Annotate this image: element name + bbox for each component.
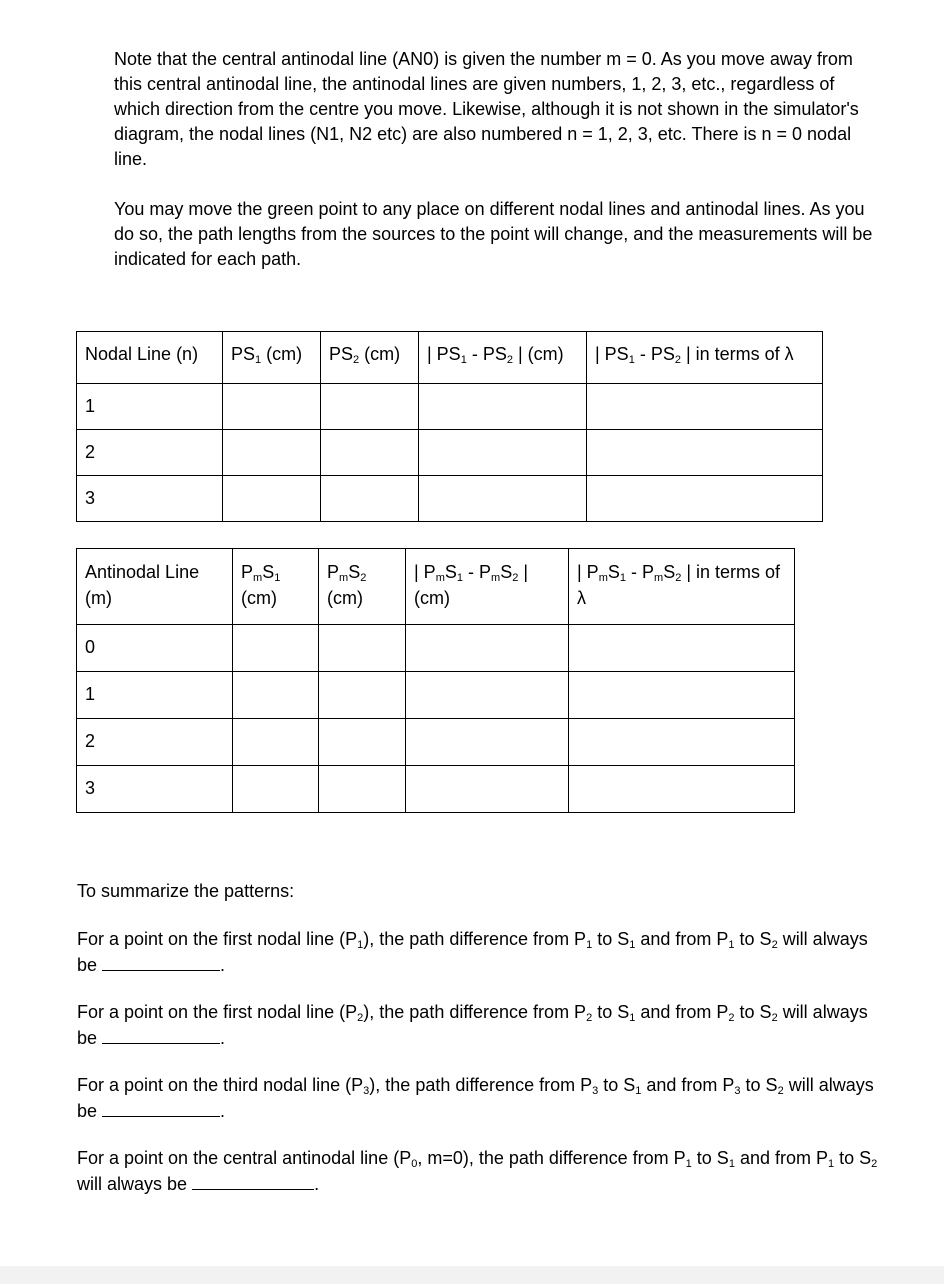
col-header-ps2: $PS_2$ (cm) xyxy=(321,332,419,384)
table-cell[interactable] xyxy=(569,719,795,766)
answer-blank[interactable] xyxy=(102,1025,220,1044)
row-label: 1 xyxy=(77,672,233,719)
table-cell[interactable] xyxy=(406,766,569,813)
table-cell[interactable] xyxy=(319,766,406,813)
table-cell[interactable] xyxy=(406,625,569,672)
summary-statement-1: For a point on the first nodal line $(P_1)$, the path difference from $P_1$ to $S_1$ and from $P_1$ to $S_2$ will always be . xyxy=(77,929,868,975)
col-header-pms2: $P_mS_2$ (cm) xyxy=(319,549,406,625)
table-cell[interactable] xyxy=(233,625,319,672)
antinodal-line-table xyxy=(76,548,795,813)
table-header-row xyxy=(77,549,795,625)
table-row xyxy=(77,384,823,430)
row-label: 2 xyxy=(77,430,223,476)
table-cell[interactable] xyxy=(587,430,823,476)
row-label: 3 xyxy=(77,766,233,813)
table-row xyxy=(77,766,795,813)
table-cell[interactable] xyxy=(569,625,795,672)
table-cell[interactable] xyxy=(587,476,823,522)
table-cell[interactable] xyxy=(319,625,406,672)
table-cell[interactable] xyxy=(233,672,319,719)
table-cell[interactable] xyxy=(406,672,569,719)
intro-paragraph-1: Note that the central antinodal line (AN0) is given the number m = 0. As you move away from this central antinodal line, the antinodal lines are given numbers, 1, 2, 3, etc., regardless of which direction from the centre you move. Likewise, although it is not shown in the simulator's diagram, the nodal lines (N1, N2 etc) are also numbered n = 1, 2, 3, etc. There is n = 0 nodal line. xyxy=(114,49,859,169)
table-cell[interactable] xyxy=(419,430,587,476)
table-cell[interactable] xyxy=(223,430,321,476)
table-cell[interactable] xyxy=(223,384,321,430)
table-cell[interactable] xyxy=(406,719,569,766)
row-label: 3 xyxy=(77,476,223,522)
summary-statement-2: For a point on the first nodal line $(P_2)$, the path difference from $P_2$ to $S_1$ and from $P_2$ to $S_2$ will always be . xyxy=(77,1002,868,1048)
table-cell[interactable] xyxy=(223,476,321,522)
table-cell[interactable] xyxy=(233,766,319,813)
intro-paragraph-2: You may move the green point to any place on different nodal lines and antinodal lines. As you do so, the path lengths from the sources to the point will change, and the measurements will be indicated for each path. xyxy=(114,199,873,269)
table-cell[interactable] xyxy=(587,384,823,430)
table-cell[interactable] xyxy=(321,384,419,430)
row-label: 2 xyxy=(77,719,233,766)
col-header-difference-lambda: | $PS_1 - PS_2$ | in terms of λ xyxy=(587,332,823,384)
table-cell[interactable] xyxy=(569,672,795,719)
nodal-line-table xyxy=(76,331,823,522)
answer-blank[interactable] xyxy=(102,1098,220,1117)
col-header-difference-lambda: | $P_mS_1 - P_mS_2$ | in terms of λ xyxy=(569,549,795,625)
table-cell[interactable] xyxy=(233,719,319,766)
table-cell[interactable] xyxy=(321,430,419,476)
answer-blank[interactable] xyxy=(192,1171,314,1190)
table-header-row xyxy=(77,332,823,384)
table-row xyxy=(77,476,823,522)
row-label: 1 xyxy=(77,384,223,430)
col-header-nodal-line: Nodal Line (n) xyxy=(77,332,223,384)
page-footer-strip xyxy=(0,1266,944,1284)
col-header-difference: | $PS_1 - PS_2$ | (cm) xyxy=(419,332,587,384)
table-cell[interactable] xyxy=(319,672,406,719)
table-row xyxy=(77,672,795,719)
table-cell[interactable] xyxy=(321,476,419,522)
col-header-ps1: $PS_1$ (cm) xyxy=(223,332,321,384)
row-label: 0 xyxy=(77,625,233,672)
summary-statement-3: For a point on the third nodal line $(P_3)$, the path difference from $P_3$ to $S_1$ and from $P_3$ to $S_2$ will always be . xyxy=(77,1075,874,1121)
col-header-antinodal-line: Antinodal Line (m) xyxy=(77,549,233,625)
col-header-pms1: $P_mS_1$ (cm) xyxy=(233,549,319,625)
table-cell[interactable] xyxy=(569,766,795,813)
table-row xyxy=(77,719,795,766)
summary-statement-4: For a point on the central antinodal line ($P_0$, m=0), the path difference from $P_1$ to $S_1$ and from $P_1$ to $S_2$ will always be . xyxy=(77,1148,878,1194)
answer-blank[interactable] xyxy=(102,952,220,971)
summary-heading: To summarize the patterns: xyxy=(77,881,295,901)
table-row xyxy=(77,430,823,476)
table-cell[interactable] xyxy=(419,476,587,522)
col-header-difference: | $P_mS_1 - P_mS_2$ | (cm) xyxy=(406,549,569,625)
table-row xyxy=(77,625,795,672)
table-cell[interactable] xyxy=(419,384,587,430)
table-cell[interactable] xyxy=(319,719,406,766)
